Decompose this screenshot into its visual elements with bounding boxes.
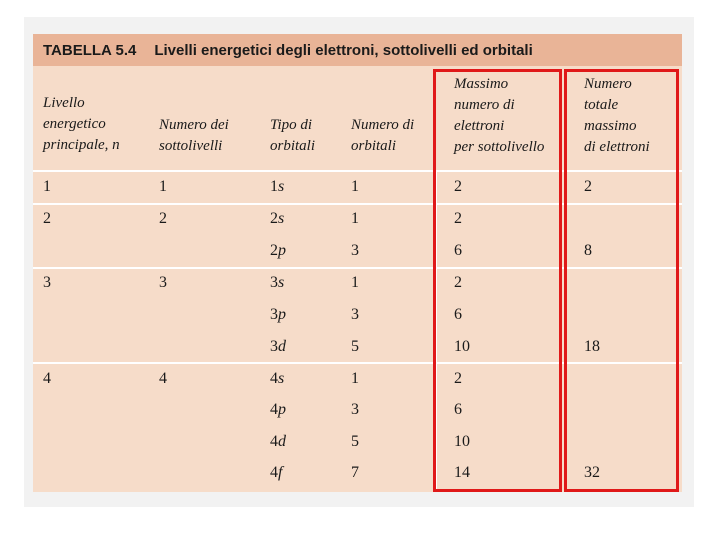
cell-level: 4 xyxy=(43,370,51,387)
table-number: TABELLA 5.4 xyxy=(43,41,137,59)
cell-orbitals: 1 xyxy=(351,370,359,387)
cell-level: 2 xyxy=(43,210,51,227)
cell-orbitals: 3 xyxy=(351,401,359,418)
highlight-box-max-sottolivello xyxy=(433,69,562,492)
cell-sublevels: 4 xyxy=(159,370,167,387)
cell-sublevels: 1 xyxy=(159,178,167,195)
cell-orbitals: 5 xyxy=(351,433,359,450)
header-max-totale: Numero totale massimo di elettroni xyxy=(584,76,650,155)
cell-max-sublevel: 14 xyxy=(454,464,470,481)
header-numero-orbitali: Numero di orbitali xyxy=(351,117,415,154)
table-title-bar xyxy=(33,34,682,66)
cell-orbital-type: 4s xyxy=(270,370,285,387)
header-tipo-orbitali: Tipo di orbitali xyxy=(270,117,316,154)
cell-max-sublevel: 10 xyxy=(454,338,470,355)
cell-max-sublevel: 6 xyxy=(454,242,462,259)
cell-orbitals: 7 xyxy=(351,464,359,481)
highlight-box-max-totale xyxy=(564,69,679,492)
cell-max-total: 2 xyxy=(584,178,592,195)
cell-orbitals: 3 xyxy=(351,242,359,259)
cell-orbital-type: 2p xyxy=(270,242,286,259)
cell-orbitals: 5 xyxy=(351,338,359,355)
cell-orbitals: 1 xyxy=(351,178,359,195)
header-livello: Livello energetico principale, n xyxy=(43,95,120,153)
cell-max-sublevel: 6 xyxy=(454,401,462,418)
cell-level: 1 xyxy=(43,178,51,195)
cell-max-sublevel: 2 xyxy=(454,370,462,387)
cell-orbital-type: 2s xyxy=(270,210,285,227)
cell-level: 3 xyxy=(43,274,51,291)
cell-orbitals: 3 xyxy=(351,306,359,323)
cell-orbital-type: 3s xyxy=(270,274,285,291)
cell-max-total: 8 xyxy=(584,242,592,259)
cell-orbital-type: 4p xyxy=(270,401,286,418)
cell-orbital-type: 4f xyxy=(270,464,283,481)
cell-orbital-type: 3d xyxy=(270,338,286,355)
cell-max-sublevel: 10 xyxy=(454,433,470,450)
cell-max-sublevel: 2 xyxy=(454,210,462,227)
cell-orbital-type: 4d xyxy=(270,433,286,450)
cell-sublevels: 2 xyxy=(159,210,167,227)
header-max-sottolivello: Massimo numero di elettroni per sottolivello xyxy=(454,76,545,155)
header-numero-sottolivelli: Numero dei sottolivelli xyxy=(159,117,229,154)
cell-max-total: 18 xyxy=(584,338,600,355)
cell-max-sublevel: 2 xyxy=(454,178,462,195)
cell-orbital-type: 3p xyxy=(270,306,286,323)
cell-max-total: 32 xyxy=(584,464,600,481)
cell-sublevels: 3 xyxy=(159,274,167,291)
cell-max-sublevel: 6 xyxy=(454,306,462,323)
cell-max-sublevel: 2 xyxy=(454,274,462,291)
cell-orbitals: 1 xyxy=(351,210,359,227)
cell-orbital-type: 1s xyxy=(270,178,285,195)
cell-orbitals: 1 xyxy=(351,274,359,291)
table-title: Livelli energetici degli elettroni, sottolivelli ed orbitali xyxy=(154,41,533,59)
